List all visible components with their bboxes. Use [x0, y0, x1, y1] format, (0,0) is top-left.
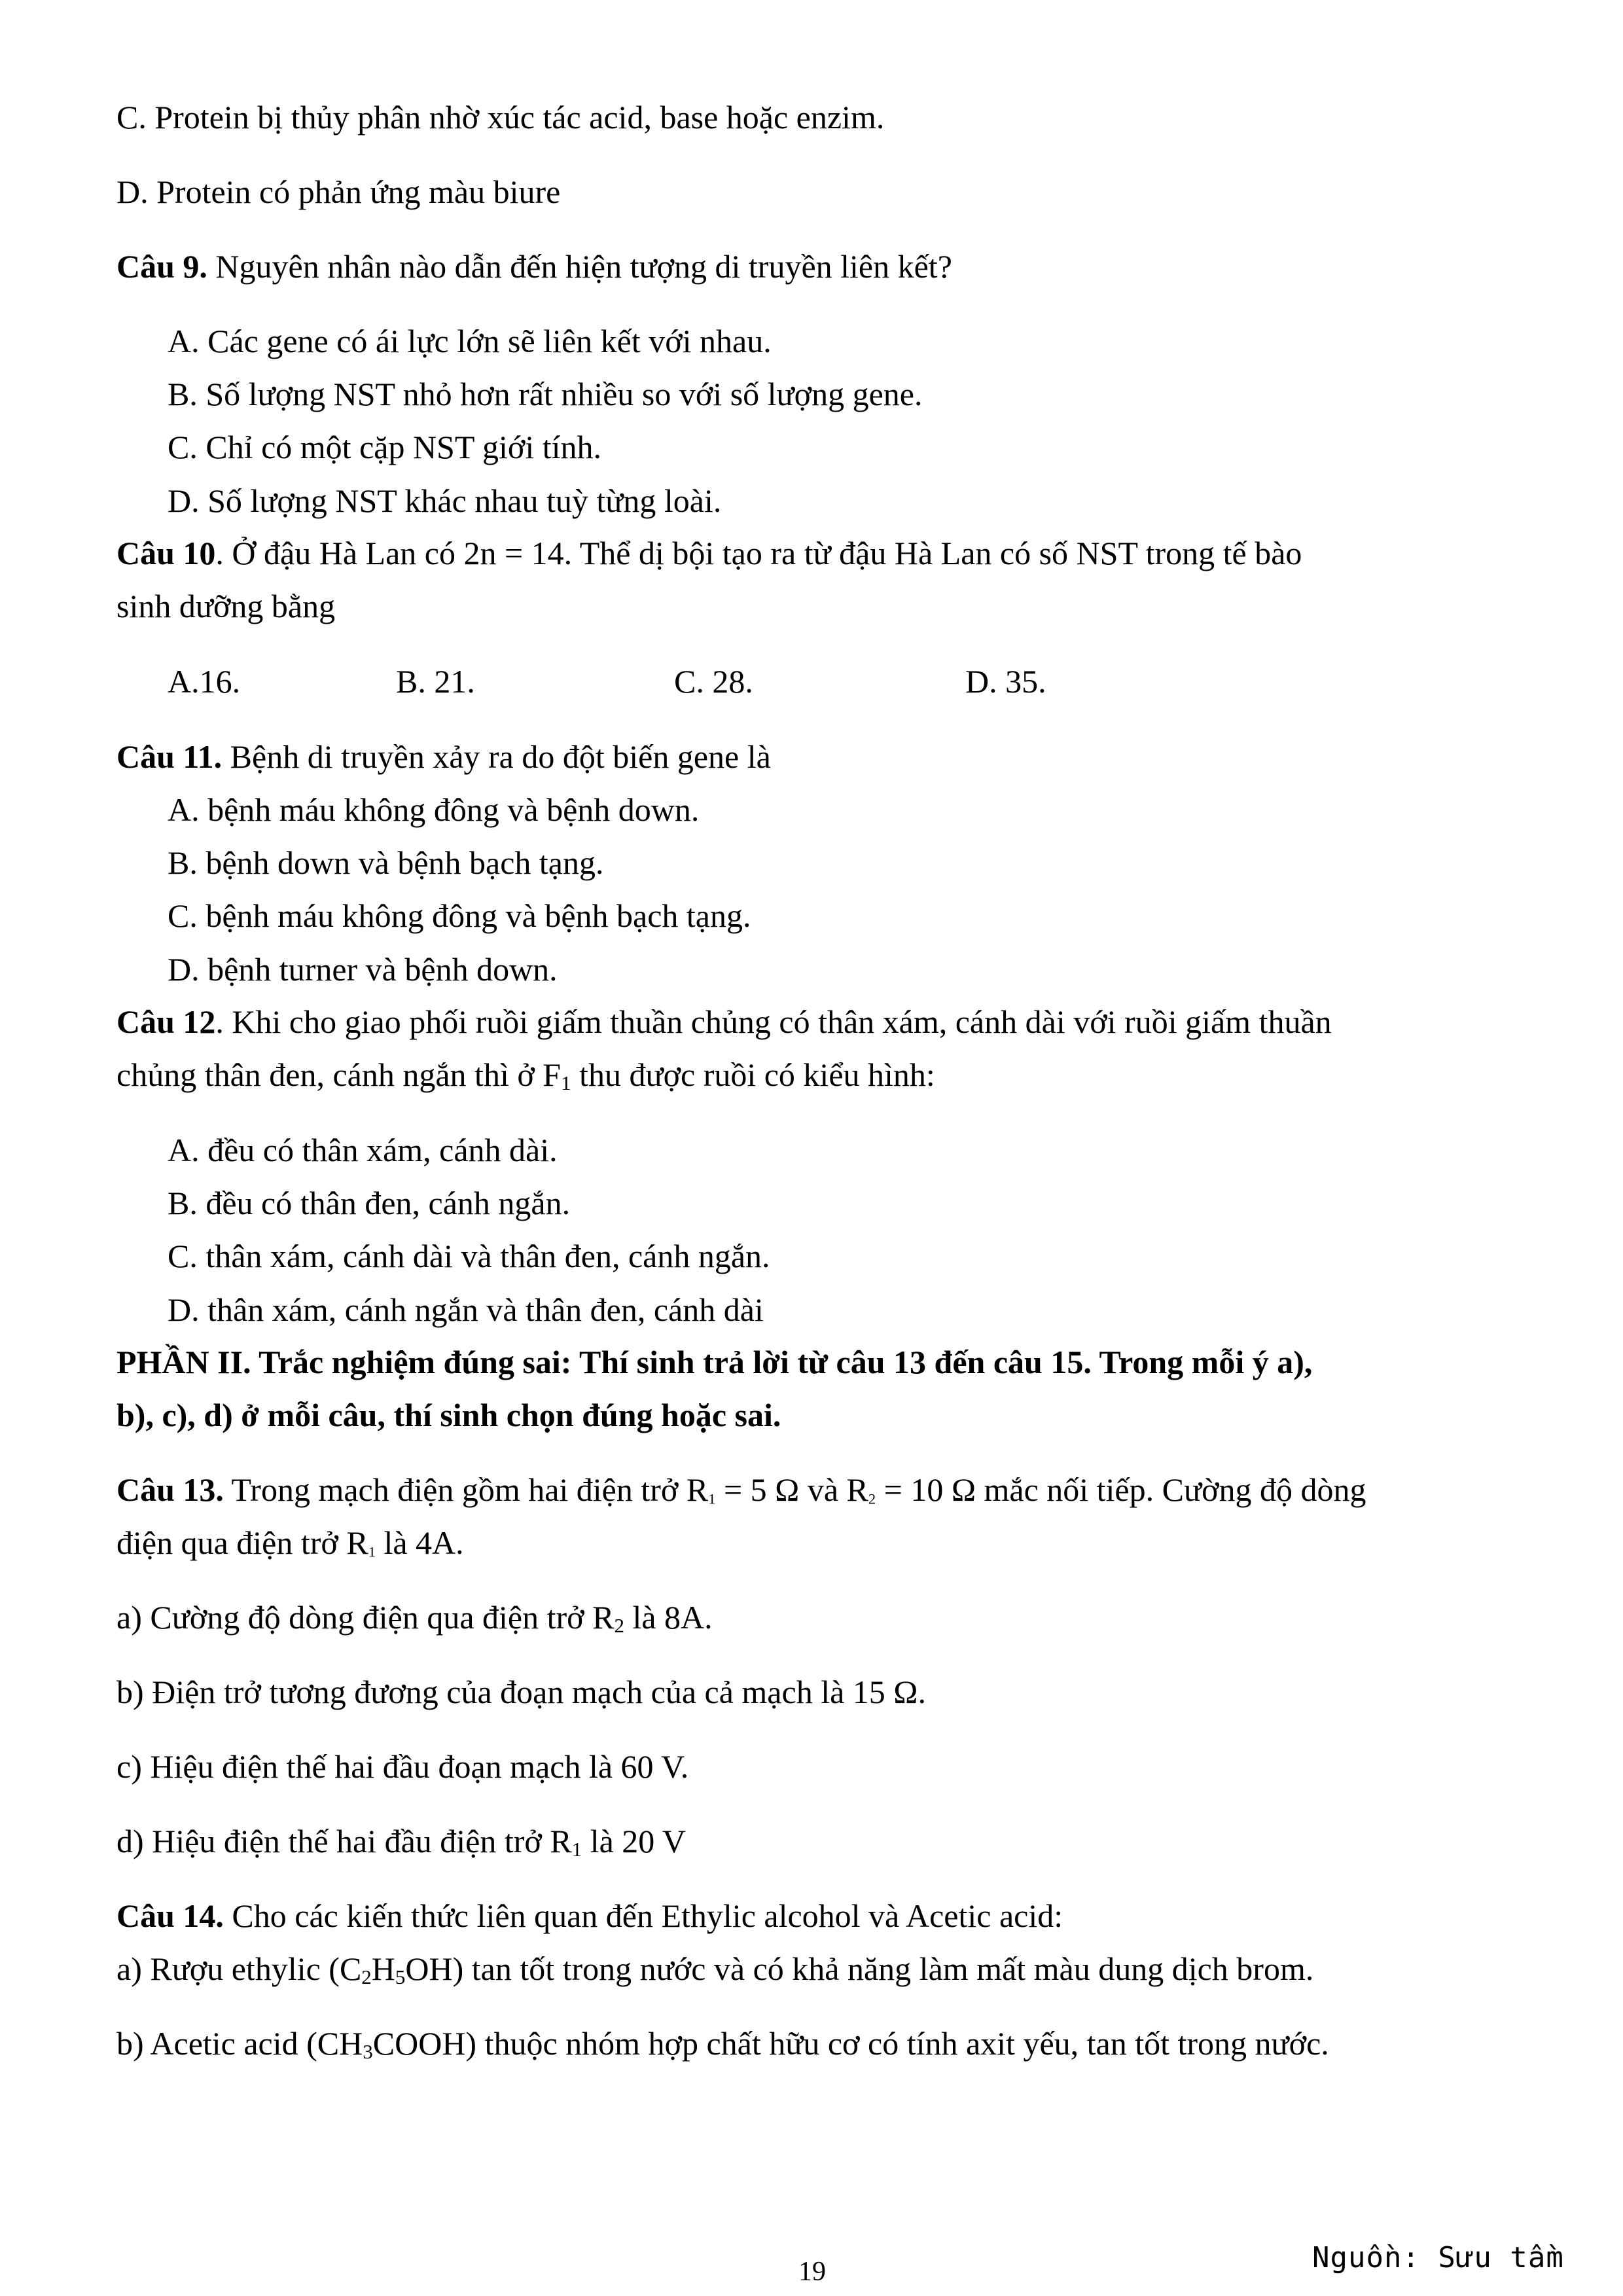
source-note: Nguồn: Sưu tầm — [1312, 2241, 1564, 2274]
question-13-stem-line-2 — [116, 1526, 464, 1559]
question-12-option-b: B. đều có thân đen, cánh ngắn. — [168, 1185, 571, 1221]
question-11-option-d: D. bệnh turner và bệnh down. — [168, 951, 558, 988]
question-14-a-sub-1: 2 — [361, 1965, 372, 1989]
question-13-d-sub: 1 — [571, 1838, 582, 1861]
question-13-statement-b: b) Điện trở tương đương của đoạn mạch của cả mạch là 15 Ω. — [116, 1674, 926, 1710]
question-8-option-d: D. Protein có phản ứng màu biure — [116, 173, 561, 210]
question-12-label: Câu 12 — [116, 1003, 216, 1040]
question-12-option-c: C. thân xám, cánh dài và thân đen, cánh ngắn. — [168, 1238, 770, 1274]
question-9-text: Nguyên nhân nào dẫn đến hiện tượng di truyền liên kết? — [207, 248, 952, 285]
question-12-text-1: . Khi cho giao phối ruồi giấm thuần chủng có thân xám, cánh dài với ruồi giấm thuần — [215, 1003, 1332, 1040]
question-13-sub-1: 1 — [708, 1490, 716, 1507]
question-13-text-2: = 5 Ω và R — [715, 1471, 868, 1508]
question-13-d-text-2: là 20 V — [582, 1823, 686, 1859]
question-14-b-sub-1: 3 — [363, 2040, 373, 2064]
question-11-text: Bệnh di truyền xảy ra do đột biến gene là — [222, 738, 771, 775]
question-12-option-a: A. đều có thân xám, cánh dài. — [168, 1132, 558, 1168]
question-13-statement-c: c) Hiệu điện thế hai đầu đoạn mạch là 60 V. — [116, 1748, 689, 1785]
question-12-stem-line-1 — [116, 1005, 1332, 1038]
question-12-option-d: D. thân xám, cánh ngắn và thân đen, cánh dài — [168, 1291, 764, 1328]
question-14-b-text-2: COOH) thuộc nhóm hợp chất hữu cơ có tính axit yếu, tan tốt trong nước. — [372, 2025, 1329, 2062]
question-14-a-text-2: H — [371, 1950, 395, 1987]
question-14-text: Cho các kiến thức liên quan đến Ethylic alcohol và Acetic acid: — [223, 1897, 1063, 1934]
question-11-option-a: A. bệnh máu không đông và bệnh down. — [168, 791, 700, 828]
question-10-option-b: B. 21. — [396, 663, 475, 700]
question-13-a-text-1: a) Cường độ dòng điện qua điện trở R — [116, 1599, 615, 1636]
question-12-text-2a: chủng thân đen, cánh ngắn thì ở F — [116, 1056, 562, 1093]
question-9-label: Câu 9. — [116, 248, 207, 285]
question-13-d-text-1: d) Hiệu điện thế hai đầu điện trở R — [116, 1823, 572, 1859]
question-10-stem-line-2: sinh dưỡng bằng — [116, 588, 336, 624]
question-9-option-c: C. Chỉ có một cặp NST giới tính. — [168, 429, 602, 465]
question-14-a-sub-2: 5 — [395, 1965, 406, 1989]
question-13-statement-a — [116, 1599, 713, 1638]
question-13-text-1: Trong mạch điện gồm hai điện trở R — [223, 1471, 709, 1508]
question-13-label: Câu 13. — [116, 1471, 224, 1508]
question-13-a-sub: 2 — [614, 1614, 624, 1638]
question-13-line-2b: là 4A. — [375, 1524, 464, 1561]
part-2-heading-line-1: PHẦN II. Trắc nghiệm đúng sai: Thí sinh trả lời từ câu 13 đến câu 15. Trong mỗi ý a), — [116, 1344, 1313, 1380]
question-13-line-2a: điện qua điện trở R — [116, 1524, 368, 1561]
question-10-option-d: D. 35. — [965, 663, 1046, 700]
question-11-stem — [116, 740, 771, 773]
question-9-option-b: B. Số lượng NST nhỏ hơn rất nhiều so với số lượng gene. — [168, 376, 923, 412]
question-14-b-text-1: b) Acetic acid (CH — [116, 2025, 363, 2062]
question-11-label: Câu 11. — [116, 738, 223, 775]
question-14-a-text-1: a) Rượu ethylic (C — [116, 1950, 362, 1987]
question-13-line-2-sub: 1 — [368, 1543, 376, 1560]
question-9-option-a: A. Các gene có ái lực lớn sẽ liên kết với nhau. — [168, 323, 772, 359]
question-11-option-b: B. bệnh down và bệnh bạch tạng. — [168, 844, 604, 881]
part-2-heading-line-2: b), c), d) ở mỗi câu, thí sinh chọn đúng hoặc sai. — [116, 1397, 781, 1433]
question-14-a-text-3: OH) tan tốt trong nước và có khả năng làm mất màu dung dịch brom. — [405, 1950, 1314, 1987]
question-12-subscript: 1 — [561, 1071, 571, 1095]
question-12-text-2b: thu được ruồi có kiểu hình: — [571, 1056, 935, 1093]
question-10-text-1: . Ở đậu Hà Lan có 2n = 14. Thể dị bội tạo ra từ đậu Hà Lan có số NST trong tế bào — [215, 535, 1302, 571]
question-8-option-c: C. Protein bị thủy phân nhờ xúc tác acid, base hoặc enzim. — [116, 99, 885, 135]
question-13-stem-line-1 — [116, 1473, 1366, 1506]
question-13-statement-d — [116, 1823, 686, 1861]
question-10-option-a: A.16. — [168, 663, 241, 700]
question-13-text-3: = 10 Ω mắc nối tiếp. Cường độ dòng — [876, 1471, 1366, 1508]
question-14-stem — [116, 1899, 1063, 1932]
question-9-stem — [116, 250, 952, 283]
question-12-stem-line-2 — [116, 1056, 935, 1095]
question-10-stem-line-1 — [116, 537, 1302, 569]
question-13-a-text-2: là 8A. — [624, 1599, 713, 1636]
question-10-option-c: C. 28. — [674, 663, 753, 700]
question-10-label: Câu 10 — [116, 535, 216, 571]
question-14-statement-b — [116, 2025, 1329, 2064]
question-13-sub-2: 2 — [868, 1490, 876, 1507]
question-14-statement-a — [116, 1950, 1314, 1989]
question-9-option-d: D. Số lượng NST khác nhau tuỳ từng loài. — [168, 482, 722, 519]
page-number: 19 — [798, 2257, 826, 2287]
question-14-label: Câu 14. — [116, 1897, 224, 1934]
question-11-option-c: C. bệnh máu không đông và bệnh bạch tạng. — [168, 897, 751, 934]
